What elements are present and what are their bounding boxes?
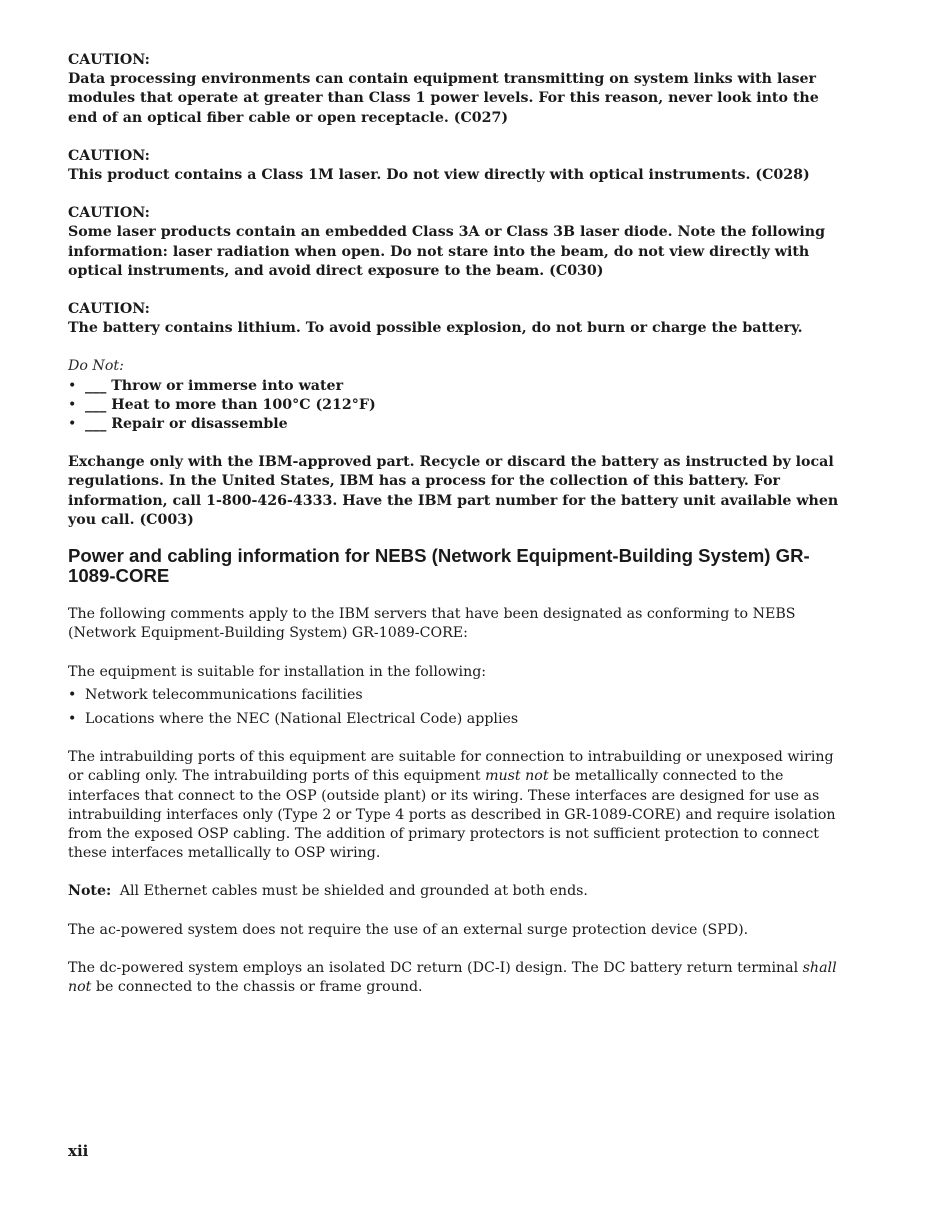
bullet-marker: • (68, 416, 77, 433)
intrabuilding-text-end: be metallically connected to the interfaces that connect to the OSP (outside plant) or its wiring. These interfaces are designed for use as intrabuilding interfaces only (Type 2 or Type 4 ports as described in GR-1089-CORE) and require isolation from the exposed OSP cabling. The addition of primary protectors is not sufficient protection to connect these interfaces metallically to OSP wiring. (68, 768, 836, 862)
caution-text: The battery contains lithium. To avoid possible explosion, do not burn or charge the battery. (68, 320, 803, 337)
bullet-marker: • (68, 377, 77, 394)
note-label: Note: (68, 883, 112, 900)
intrabuilding-text-start: The intrabuilding ports of this equipment are suitable for connection to intrabuilding or unexposed wiring or cabling only. The intrabuilding ports of this equipment (68, 749, 834, 785)
caution-label: CAUTION: (68, 52, 150, 68)
ac-power-paragraph: The ac-powered system does not require the use of an external surge protection device (SPD). (68, 921, 749, 938)
list-item (68, 396, 843, 415)
note-text: All Ethernet cables must be shielded and grounded at both ends. (119, 883, 588, 900)
caution-label: CAUTION: (68, 301, 150, 318)
suitable-lead-paragraph: The equipment is suitable for installation in the following: (68, 663, 487, 680)
suitable-locations-list (68, 686, 843, 729)
intrabuilding-paragraph (68, 748, 843, 863)
dc-text-start: The dc-powered system employs an isolated DC return (DC-I) design. The DC battery return terminal (68, 959, 803, 976)
document-page (68, 51, 843, 1016)
caution-notice-battery (68, 300, 843, 338)
list-item (68, 415, 843, 434)
note-paragraph (68, 882, 843, 901)
caution-notice-c027 (68, 51, 843, 128)
list-item-text: Locations where the NEC (National Electrical Code) applies (85, 711, 519, 728)
bullet-marker: • (68, 711, 77, 728)
section-heading: Power and cabling information for NEBS (Network Equipment-Building System) GR-1089-CORE (68, 545, 810, 586)
list-item (68, 377, 843, 396)
dc-power-paragraph (68, 959, 843, 997)
caution-text: Some laser products contain an embedded Class 3A or Class 3B laser diode. Note the following information: laser radiation when open. Do not stare into the beam, do not view directly with optical instruments, and avoid direct exposure to the beam. (C030) (68, 224, 825, 279)
caution-text: Data processing environments can contain equipment transmitting on system links with laser modules that operate at greater than Class 1 power levels. For this reason, never look into the end of an optical fiber cable or open receptacle. (C027) (68, 71, 819, 126)
list-item-text: ___ Throw or immerse into water (85, 377, 344, 394)
list-item (68, 710, 843, 729)
bullet-marker: • (68, 686, 77, 703)
bullet-marker: • (68, 396, 77, 413)
caution-text: This product contains a Class 1M laser. Do not view directly with optical instruments. (C028) (68, 167, 810, 184)
dc-text-end: be connected to the chassis or frame ground. (91, 979, 423, 996)
intro-paragraph: The following comments apply to the IBM servers that have been designated as conforming to NEBS (Network Equipment-Building System) GR-1089-CORE: (68, 606, 796, 642)
dc-emphasis: shall not (68, 959, 837, 996)
caution-label: CAUTION: (68, 147, 150, 164)
list-item-text: Network telecommunications facilities (85, 686, 363, 703)
intrabuilding-emphasis: must not (485, 768, 549, 785)
do-not-list (68, 377, 843, 435)
page-number: xii (68, 1142, 89, 1160)
do-not-label: Do Not: (68, 358, 124, 375)
caution-notice-c028 (68, 147, 843, 185)
caution-notice-c030 (68, 204, 843, 281)
list-item-text: ___ Repair or disassemble (85, 416, 288, 433)
battery-exchange-notice: Exchange only with the IBM-approved part. Recycle or discard the battery as instructed by local regulations. In the United States, IBM has a process for the collection of this battery. For information, call 1-800-426-4333. Have the IBM part number for the battery unit available when you call. (C003) (68, 454, 839, 528)
caution-label: CAUTION: (68, 205, 150, 222)
list-item (68, 686, 843, 705)
list-item-text: ___ Heat to more than 100°C (212°F) (85, 396, 376, 413)
